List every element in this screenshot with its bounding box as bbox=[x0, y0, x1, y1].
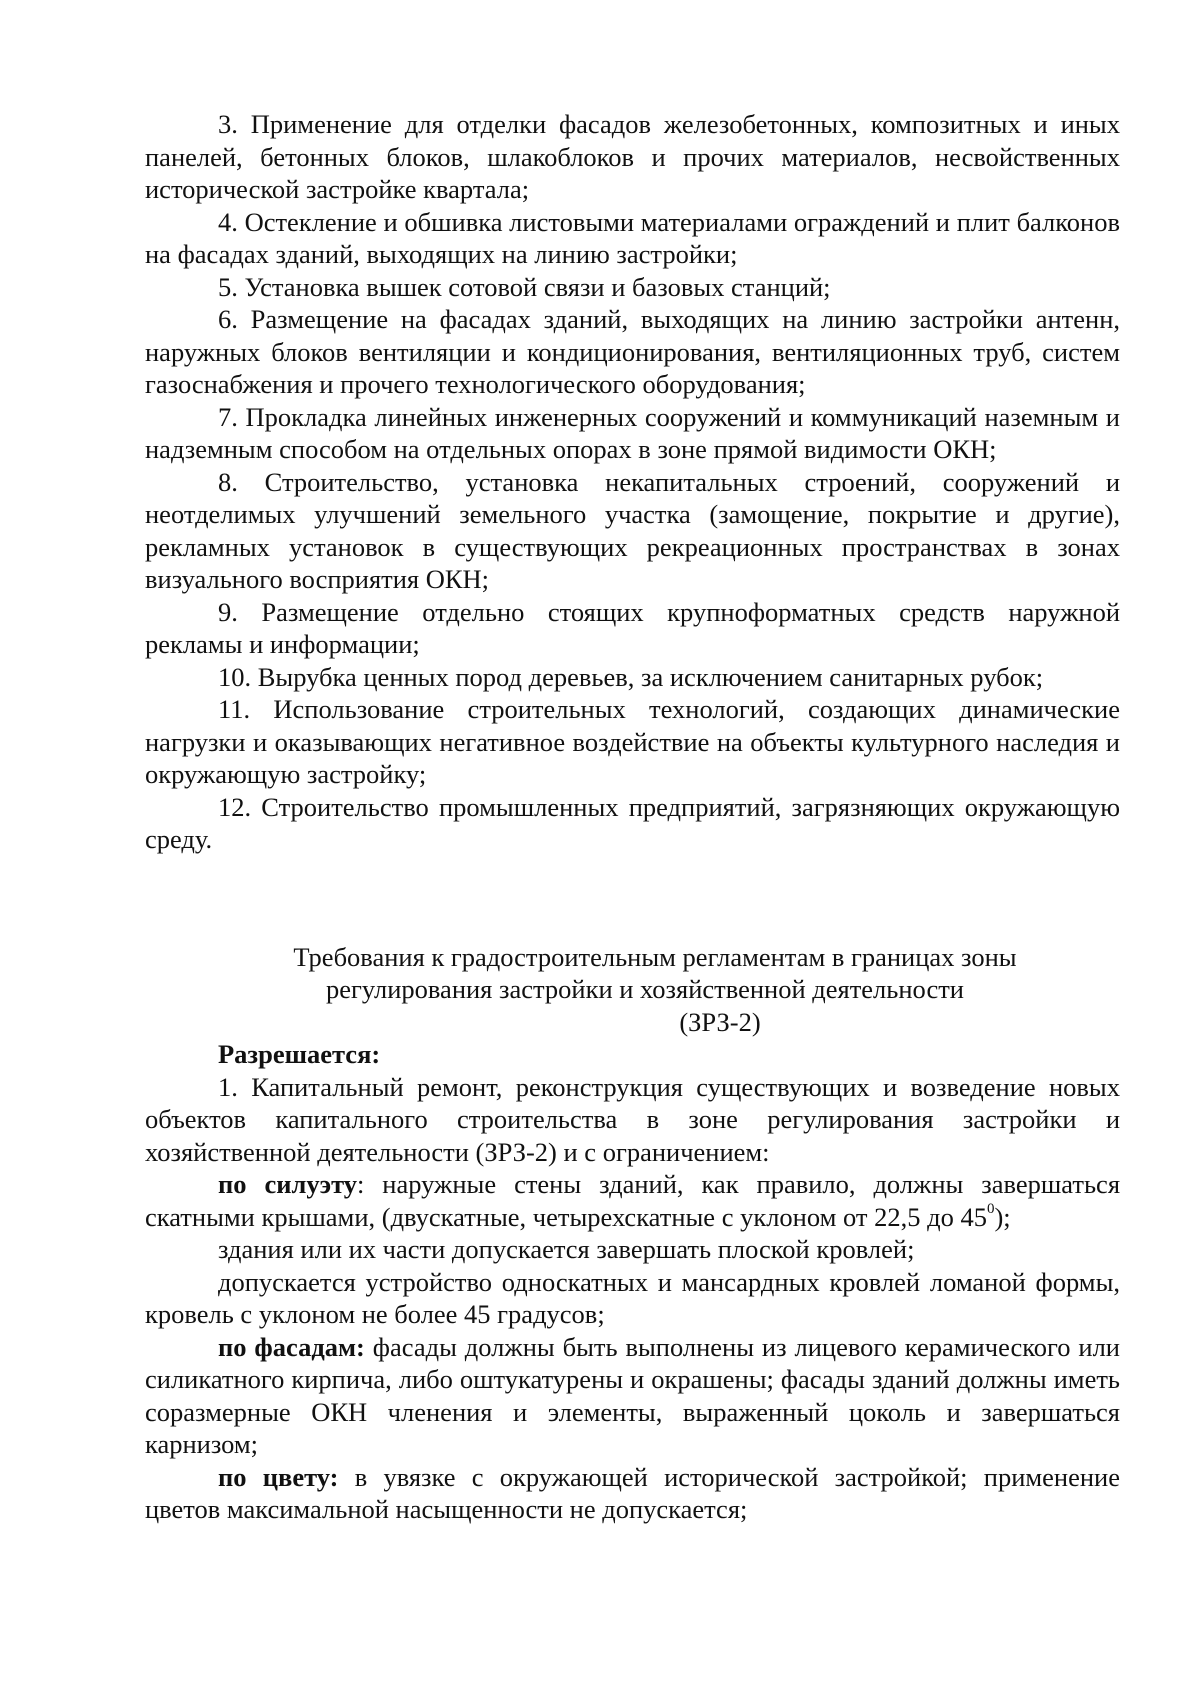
section-heading bbox=[145, 941, 1120, 1039]
prohibited-item-10: 10. Вырубка ценных пород деревьев, за исключением санитарных рубок; bbox=[218, 661, 1044, 692]
silhouette-text: : наружные стены зданий, как правило, должны завершаться скатными крышами, (двускатные, четырехскатные с уклоном от 22,5 до 45 bbox=[145, 1169, 1121, 1232]
facades-label: по фасадам: bbox=[218, 1331, 365, 1362]
degree-superscript: 0 bbox=[986, 1200, 995, 1217]
color-text: в увязке с окружающей исторической застройкой; применение цветов максимальной насыщенности не допускается; bbox=[145, 1461, 1120, 1524]
silhouette-end: ); bbox=[994, 1201, 1011, 1232]
section-spacer bbox=[145, 856, 1120, 941]
mono-pitch-paragraph: допускается устройство односкатных и мансардных кровлей ломаной формы, кровель с уклоном не более 45 градусов; bbox=[145, 1266, 1120, 1329]
prohibited-item-7: 7. Прокладка линейных инженерных сооружений и коммуникаций наземным и надземным способом на отдельных опорах в зоне прямой видимости ОКН; bbox=[145, 401, 1120, 464]
prohibited-item-4: 4. Остекление и обшивка листовыми материалами ограждений и плит балконов на фасадах зданий, выходящих на линию застройки; bbox=[145, 206, 1120, 269]
prohibited-item-3: 3. Применение для отделки фасадов железобетонных, композитных и иных панелей, бетонных блоков, шлакоблоков и прочих материалов, несвойственных исторической застройке квартала; bbox=[145, 109, 1120, 204]
facades-text: фасады должны быть выполнены из лицевого керамического или силикатного кирпича, либо оштукатурены и окрашены; фасады зданий должны иметь соразмерные ОКН членения и элементы, выраженный цоколь и завершаться карнизом; bbox=[145, 1331, 1120, 1459]
heading-line-1: Требования к градостроительным регламентам в границах зоны bbox=[293, 941, 1017, 972]
prohibited-item-8: 8. Строительство, установка некапитальных строений, сооружений и неотделимых улучшений земельного участка (замощение, покрытие и другие), рекламных установок в существующих рекреационных пространствах в зонах визуального восприятия ОКН; bbox=[145, 466, 1120, 594]
prohibited-item-11: 11. Использование строительных технологий, создающих динамические нагрузки и оказывающих негативное воздействие на объекты культурного наследия и окружающую застройку; bbox=[145, 694, 1120, 789]
allowed-label: Разрешается: bbox=[218, 1039, 381, 1069]
silhouette-paragraph bbox=[145, 1168, 1120, 1233]
silhouette-label: по силуэту bbox=[218, 1169, 357, 1199]
prohibited-item-9: 9. Размещение отдельно стоящих крупноформатных средств наружной рекламы и информации; bbox=[145, 596, 1120, 659]
facades-paragraph bbox=[145, 1331, 1120, 1461]
prohibited-item-5: 5. Установка вышек сотовой связи и базовых станций; bbox=[218, 271, 831, 302]
allowed-item-1: 1. Капитальный ремонт, реконструкция существующих и возведение новых объектов капитального строительства в зоне регулирования застройки и хозяйственной деятельности (ЗРЗ-2) и с ограничением: bbox=[145, 1071, 1120, 1167]
prohibited-item-12: 12. Строительство промышленных предприятий, загрязняющих окружающую среду. bbox=[145, 791, 1120, 854]
color-paragraph bbox=[145, 1461, 1120, 1526]
document-page bbox=[145, 108, 1120, 1526]
heading-line-3: (ЗРЗ-2) bbox=[679, 1006, 761, 1037]
color-label: по цвету: bbox=[218, 1461, 339, 1492]
heading-line-2: регулирования застройки и хозяйственной деятельности bbox=[326, 974, 964, 1004]
prohibited-item-6: 6. Размещение на фасадах зданий, выходящих на линию застройки антенн, наружных блоков вентиляции и кондиционирования, вентиляционных труб, систем газоснабжения и прочего технологического оборудования; bbox=[145, 304, 1120, 399]
flat-roof-paragraph: здания или их части допускается завершать плоской кровлей; bbox=[218, 1234, 915, 1264]
